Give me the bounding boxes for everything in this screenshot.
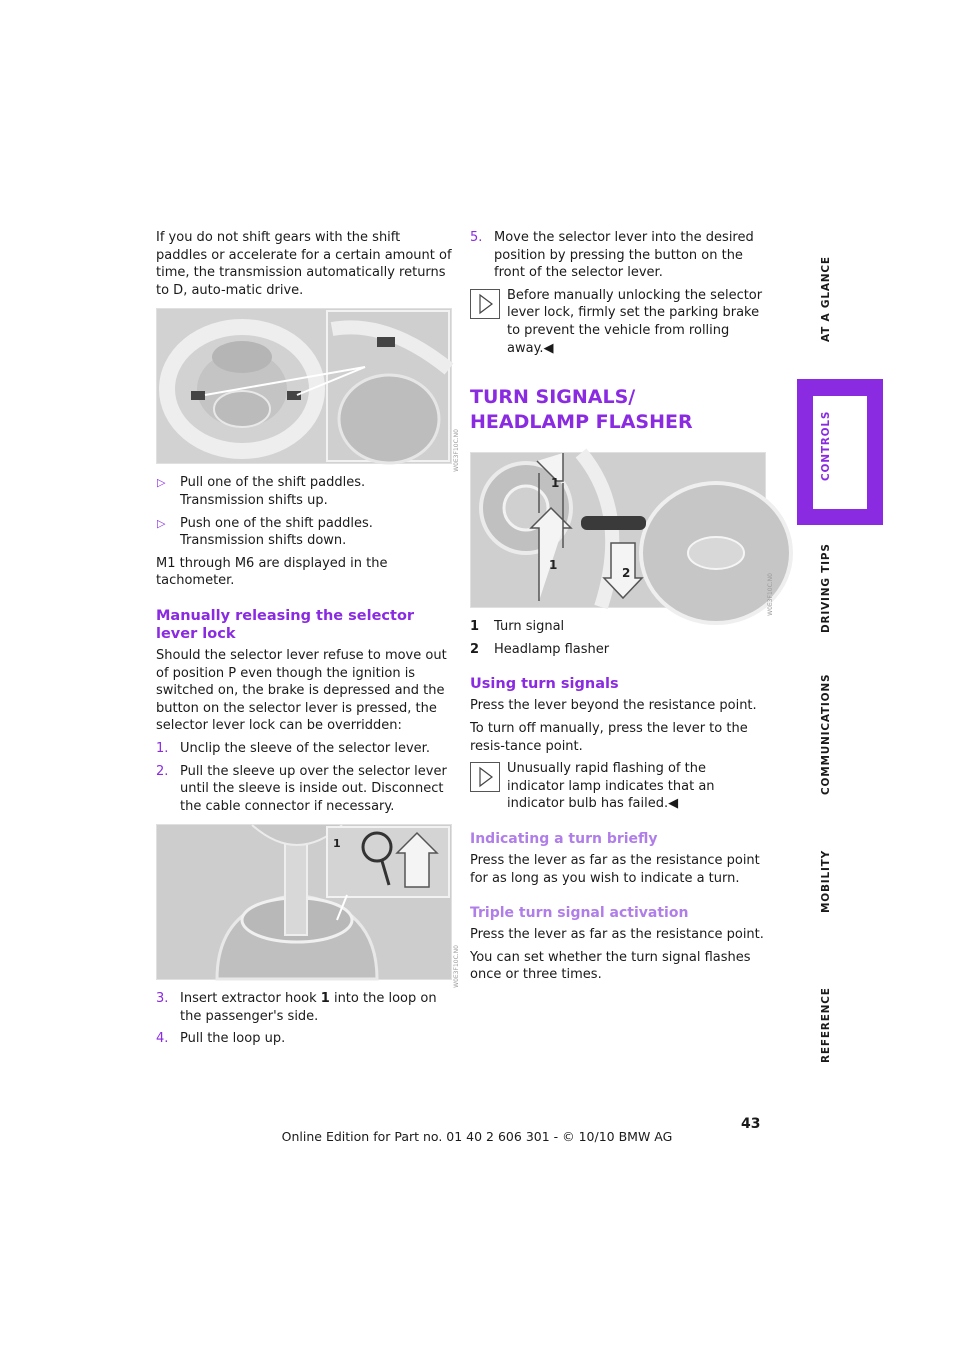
image-code: W0E3F10C.N0 (453, 945, 460, 989)
sidebar-tab-communications[interactable] (820, 674, 832, 795)
sidebar-tab-driving-tips[interactable] (820, 543, 832, 633)
legend-item (470, 618, 766, 636)
sidebar-tab-label: COMMUNICATIONS (820, 673, 832, 795)
subsection-heading: Using turn signals (470, 676, 619, 693)
legend-text: Headlamp flasher (494, 641, 610, 657)
figure-label: 1 (551, 476, 560, 491)
page-title-line2: HEADLAMP FLASHER (470, 410, 693, 433)
paddle-bullets (156, 474, 452, 549)
legend-item (470, 641, 766, 659)
step-text: Unclip the sleeve of the selector lever. (180, 740, 430, 756)
sidebar-tab-at-a-glance[interactable] (820, 256, 832, 342)
subsection-heading: Triple turn signal activation (470, 905, 689, 922)
figure-label: 1 (549, 558, 558, 573)
triangle-bullet-icon: ▷ (157, 476, 166, 490)
footer: Online Edition for Part no. 01 40 2 606 301 - © 10/10 BMW AG (281, 1129, 673, 1144)
page-number: 43 (741, 1116, 761, 1132)
shift-paddles-figure (156, 308, 460, 473)
figure-label: 1 (333, 837, 341, 851)
list-item (156, 763, 452, 816)
page-title-line1: TURN SIGNALS/ (470, 386, 636, 409)
sidebar-tab-label: REFERENCE (820, 987, 832, 1063)
figure-label: 2 (622, 566, 631, 581)
sidebar-tab-label: MOBILITY (820, 849, 832, 913)
section-intro: Should the selector lever refuse to move out of position P even though the ignition is switched on, the brake is depressed and the button on the selector lever is pressed, the selector lever lock can be overridden: (156, 647, 447, 734)
sidebar-tab-controls[interactable] (820, 411, 832, 481)
step-number: 2. (156, 763, 169, 779)
page-title (470, 385, 766, 434)
sidebar-tab-label: DRIVING TIPS (820, 543, 832, 633)
list-item (156, 990, 452, 1025)
note-icon (470, 289, 500, 319)
step-number: 1. (156, 740, 169, 756)
list-item (156, 1030, 452, 1048)
shift-paddles-illustration (157, 309, 451, 463)
triangle-bullet-icon: ▷ (157, 516, 166, 530)
selector-lever-figure (156, 824, 460, 989)
turn-signal-figure (470, 452, 774, 617)
image-code: W0E3F10C.N0 (453, 429, 460, 473)
step-number: 3. (156, 991, 169, 1007)
sidebar-tab-mobility[interactable] (820, 850, 832, 913)
list-item (156, 474, 452, 509)
step-text: Pull the loop up. (180, 1031, 286, 1047)
bullet-text: Pull one of the shift paddles. Transmission shifts up. (180, 475, 366, 508)
step-text-post: into the loop on the passenger's side. (180, 991, 437, 1024)
list-item (156, 515, 452, 550)
step-text-bold: 1 (320, 991, 330, 1007)
parking-brake-note (470, 287, 766, 357)
sidebar-tab-reference[interactable] (820, 987, 832, 1063)
paragraph: To turn off manually, press the lever to the resis-tance point. (470, 720, 748, 754)
legend-text: Turn signal (494, 619, 565, 635)
paragraph: Press the lever as far as the resistance point. (470, 927, 764, 943)
step-text-pre: Insert extractor hook (180, 991, 321, 1007)
sidebar-tab-label: AT A GLANCE (820, 256, 832, 342)
step-text: Move the selector lever into the desired position by pressing the button on the front of the selector lever. (494, 230, 754, 281)
turn-signal-illustration (471, 453, 765, 607)
intro-paragraph: If you do not shift gears with the shift paddles or accelerate for a certain amount of time, the transmission automatically returns to D, auto-matic drive. (156, 230, 452, 298)
note-text: Before manually unlocking the selector lever lock, firmly set the parking brake to prevent the vehicle from rolling away.◀ (507, 287, 763, 356)
paragraph: You can set whether the turn signal flashes once or three times. (470, 949, 751, 983)
subsection-heading: Indicating a turn briefly (470, 830, 658, 847)
left-column (156, 229, 460, 1053)
right-column (470, 229, 774, 989)
step-text: Pull the sleeve up over the selector lever until the sleeve is inside out. Disconnect the cable connector if necessary. (180, 763, 447, 814)
steps-list (156, 740, 452, 815)
selector-lever-illustration (157, 825, 451, 979)
paragraph: Press the lever as far as the resistance point for as long as you wish to indicate a turn. (470, 852, 760, 886)
steps-list-continued (156, 990, 452, 1048)
legend-number: 2 (470, 641, 480, 657)
step-number: 5. (470, 230, 483, 245)
step-number: 4. (156, 1031, 169, 1047)
note-text: Unusually rapid flashing of the indicator lamp indicates that an indicator bulb has failed.◀ (507, 761, 715, 812)
bullet-text: Push one of the shift paddles. Transmission shifts down. (180, 515, 373, 549)
indicator-failure-note (470, 760, 766, 813)
tachometer-note: M1 through M6 are displayed in the tachometer. (156, 555, 388, 589)
section-heading: Manually releasing the selector lever lock (156, 607, 415, 642)
list-item (470, 229, 766, 282)
legend-number: 1 (470, 619, 480, 635)
image-code: W0E3F10C.N0 (767, 573, 774, 617)
list-item (156, 740, 452, 758)
paragraph: Press the lever beyond the resistance point. (470, 698, 757, 714)
sidebar-tab-label: CONTROLS (820, 410, 832, 481)
note-icon (470, 762, 500, 792)
